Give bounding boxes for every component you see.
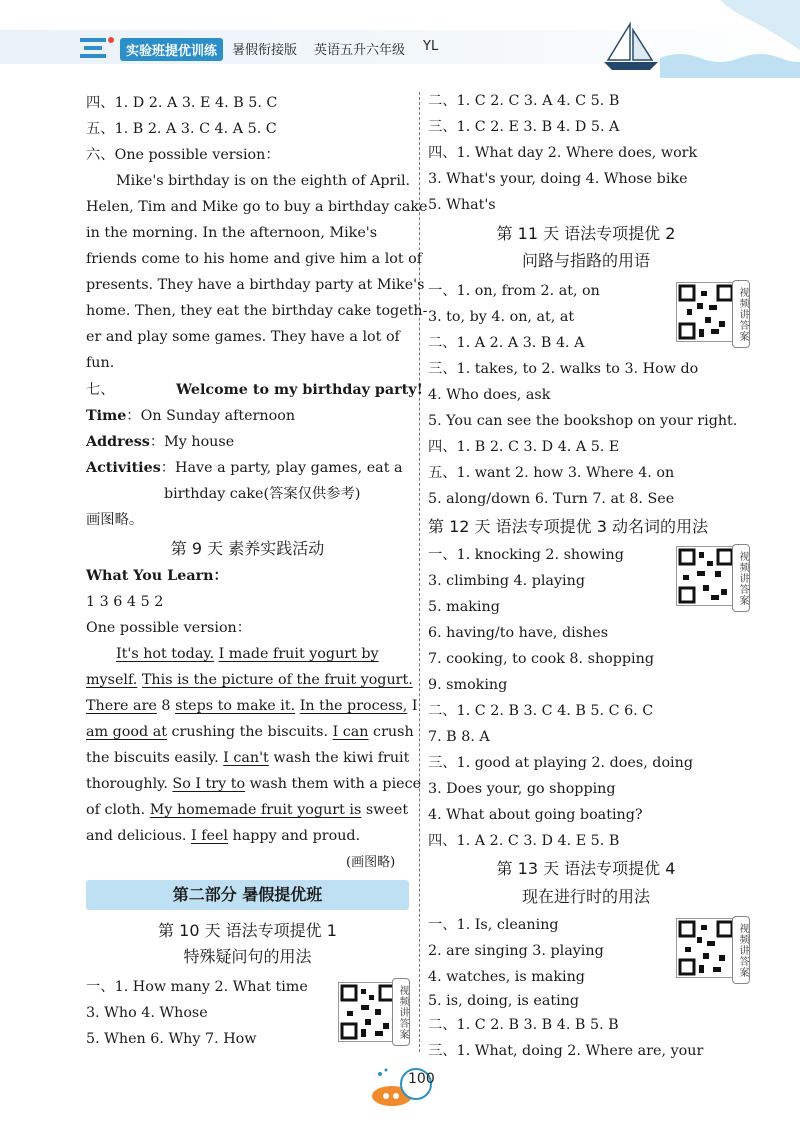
answer-line: 3. What's your, doing 4. Whose bike [428, 171, 688, 187]
answer-line: 3. climbing 4. playing [428, 573, 585, 589]
qr-video-tag: 视频讲答案 [392, 978, 410, 1046]
day10-subtitle: 特殊疑问句的用法 [183, 947, 312, 966]
time-label: Time [86, 408, 127, 424]
answer-line: 三、1. C 2. E 3. B 4. D 5. A [428, 119, 620, 135]
answer-line: 一、1. on, from 2. at, on [428, 283, 600, 299]
essay-underlined: My homemade fruit yogurt is [149, 802, 362, 818]
answer-line: 7. cooking, to cook 8. shopping [428, 651, 654, 667]
qr-video-tag: 视频讲答案 [732, 916, 750, 984]
series-logo-icon [78, 30, 118, 64]
answer-line: 一、1. knocking 2. showing [428, 547, 624, 563]
answer-line: 四、1. A 2. C 3. D 4. E 5. B [428, 833, 620, 849]
answer-line: 5. along/down 6. Turn 7. at 8. See [428, 491, 675, 507]
essay-text: crushing the biscuits. [166, 724, 333, 740]
paragraph-line: friends come to his home and give him a lot of [86, 251, 423, 267]
essay-underlined: It's hot today. [116, 646, 215, 662]
essay-underlined: I can't [223, 750, 269, 766]
qr-code-icon[interactable] [676, 918, 736, 978]
answer-line: 一、1. Is, cleaning [428, 917, 559, 933]
answer-line: 四、1. D 2. A 3. E 4. B 5. C [86, 95, 278, 111]
answer-line: 6. having/to have, dishes [428, 625, 609, 641]
essay-underlined: am good at [86, 724, 167, 740]
essay-text: thoroughly. [86, 776, 173, 792]
paragraph-line: in the morning. In the afternoon, Mike's [86, 225, 378, 241]
paragraph-line: er and play some games. They have a lot of [86, 329, 400, 345]
answer-line: 三、1. takes, to 2. walks to 3. How do [428, 361, 699, 377]
grade-label: 英语五升六年级 [314, 43, 406, 58]
address-label: Address [86, 434, 150, 450]
answer-line: 3. to, by 4. on, at, at [428, 309, 575, 325]
essay-line [116, 641, 379, 667]
column-divider [419, 92, 420, 1052]
address-value: ：My house [149, 434, 235, 450]
paragraph-line: fun. [86, 355, 115, 371]
answer-line: 四、1. B 2. C 3. D 4. A 5. E [428, 439, 620, 455]
answer-line: 9. smoking [428, 677, 508, 693]
learn-label: What You Learn： [86, 568, 228, 584]
essay-line [86, 745, 409, 771]
essay-text: happy and proud. [228, 828, 361, 844]
edition-code: YL [423, 39, 439, 54]
activities-label: Activities [86, 460, 161, 476]
essay-text: wash the kiwi fruit [268, 750, 410, 766]
essay-underlined: I made fruit yogurt by [218, 646, 379, 662]
paragraph-line: Mike's birthday is on the eighth of April. [116, 173, 411, 189]
edition-label: 暑假衔接版 [232, 43, 298, 58]
essay-underlined: In the process, [299, 698, 408, 714]
essay-underlined: This is the picture of the fruit yogurt. [141, 672, 413, 688]
answer-line: 3. Who 4. Whose [86, 1005, 208, 1021]
invitation-activities [86, 455, 403, 481]
essay-line [86, 771, 421, 797]
essay-line [86, 797, 408, 823]
answer-line: 5. When 6. Why 7. How [86, 1031, 257, 1047]
essay-line [86, 823, 360, 849]
answer-line: 5. making [428, 599, 500, 615]
answer-line: 二、1. A 2. A 3. B 4. A [428, 335, 585, 351]
answer-line: 三、1. What, doing 2. Where are, your [428, 1043, 704, 1059]
page-header [0, 0, 800, 78]
invitation-time [86, 403, 295, 429]
essay-text: wash them with a piece [245, 776, 422, 792]
part-two-banner: 第二部分 暑假提优班 [86, 880, 409, 910]
paragraph-line: presents. They have a birthday party at Mike's [86, 277, 425, 293]
answer-line: 二、1. C 2. B 3. B 4. B 5. B [428, 1017, 619, 1033]
day13-subtitle: 现在进行时的用法 [521, 887, 650, 906]
answer-line: 4. What about going boating? [428, 807, 643, 823]
day11-title: 第 11 天 语法专项提优 2 [496, 224, 676, 243]
qr-code-icon[interactable] [676, 282, 736, 342]
qr-video-tag: 视频讲答案 [732, 544, 750, 612]
question-label: 七、 [86, 382, 115, 398]
answer-line: 四、1. What day 2. Where does, work [428, 145, 698, 161]
version-label: One possible version： [86, 620, 252, 636]
day10-title: 第 10 天 语法专项提优 1 [158, 921, 337, 940]
brand-title: 实验班提优训练 [120, 38, 223, 61]
paragraph-line: home. Then, they eat the birthday cake togeth- [86, 303, 428, 319]
essay-underlined: I can [332, 724, 369, 740]
qr-video-tag: 视频讲答案 [732, 280, 750, 348]
essay-text: I [407, 698, 418, 714]
essay-text: of cloth. [86, 802, 150, 818]
answer-line: 4. watches, is making [428, 969, 585, 985]
answer-line: 4. Who does, ask [428, 387, 551, 403]
activities-value: ：Have a party, play games, eat a [160, 460, 403, 476]
answer-line: 3. Does your, go shopping [428, 781, 616, 797]
page-number: 100 [408, 1071, 435, 1087]
answer-line: 2. are singing 3. playing [428, 943, 604, 959]
essay-underlined: So I try to [172, 776, 246, 792]
draw-note: (画图略) [346, 855, 396, 870]
invitation-address [86, 429, 234, 455]
waves-decoration [660, 0, 800, 78]
essay-line [86, 693, 418, 719]
answer-line: 5. is, doing, is eating [428, 993, 580, 1009]
essay-text: sweet [361, 802, 409, 818]
day9-title: 第 9 天 素养实践活动 [170, 539, 325, 558]
invitation-title: Welcome to my birthday party! [176, 382, 423, 398]
time-value: ：On Sunday afternoon [126, 408, 296, 424]
sailboat-icon [596, 20, 666, 76]
answer-line: 5. What's [428, 197, 496, 213]
answer-line: 五、1. want 2. how 3. Where 4. on [428, 465, 675, 481]
draw-note: 画图略。 [86, 512, 144, 528]
essay-text: the biscuits easily. [86, 750, 224, 766]
activities-value-cont: birthday cake(答案仅供参考) [164, 486, 361, 502]
answer-line: 5. You can see the bookshop on your right. [428, 413, 738, 429]
day12-title: 第 12 天 语法专项提优 3 动名词的用法 [428, 517, 708, 536]
order-answer: 1 3 6 4 5 2 [86, 594, 164, 610]
essay-underlined: I feel [191, 828, 228, 844]
paragraph-line: Helen, Tim and Mike go to buy a birthday cake [86, 199, 428, 215]
day11-subtitle: 问路与指路的用语 [521, 251, 650, 270]
essay-line [86, 667, 413, 693]
answer-line: 五、1. B 2. A 3. C 4. A 5. C [86, 121, 277, 137]
essay-text: crush [368, 724, 414, 740]
essay-underlined: steps to make it. [175, 698, 296, 714]
day13-title: 第 13 天 语法专项提优 4 [496, 859, 676, 878]
essay-text: 8 [156, 698, 176, 714]
qr-code-icon[interactable] [338, 982, 398, 1042]
answer-line: 六、One possible version： [86, 147, 280, 163]
qr-code-icon[interactable] [676, 546, 736, 606]
essay-line [86, 719, 414, 745]
essay-text: and delicious. [86, 828, 192, 844]
answer-line: 一、1. How many 2. What time [86, 979, 308, 995]
essay-underlined: There are [86, 698, 157, 714]
answer-line: 二、1. C 2. C 3. A 4. C 5. B [428, 93, 620, 109]
essay-underlined: myself. [86, 672, 138, 688]
answer-line: 二、1. C 2. B 3. C 4. B 5. C 6. C [428, 703, 654, 719]
answer-line: 7. B 8. A [428, 729, 490, 745]
answer-line: 三、1. good at playing 2. does, doing [428, 755, 693, 771]
